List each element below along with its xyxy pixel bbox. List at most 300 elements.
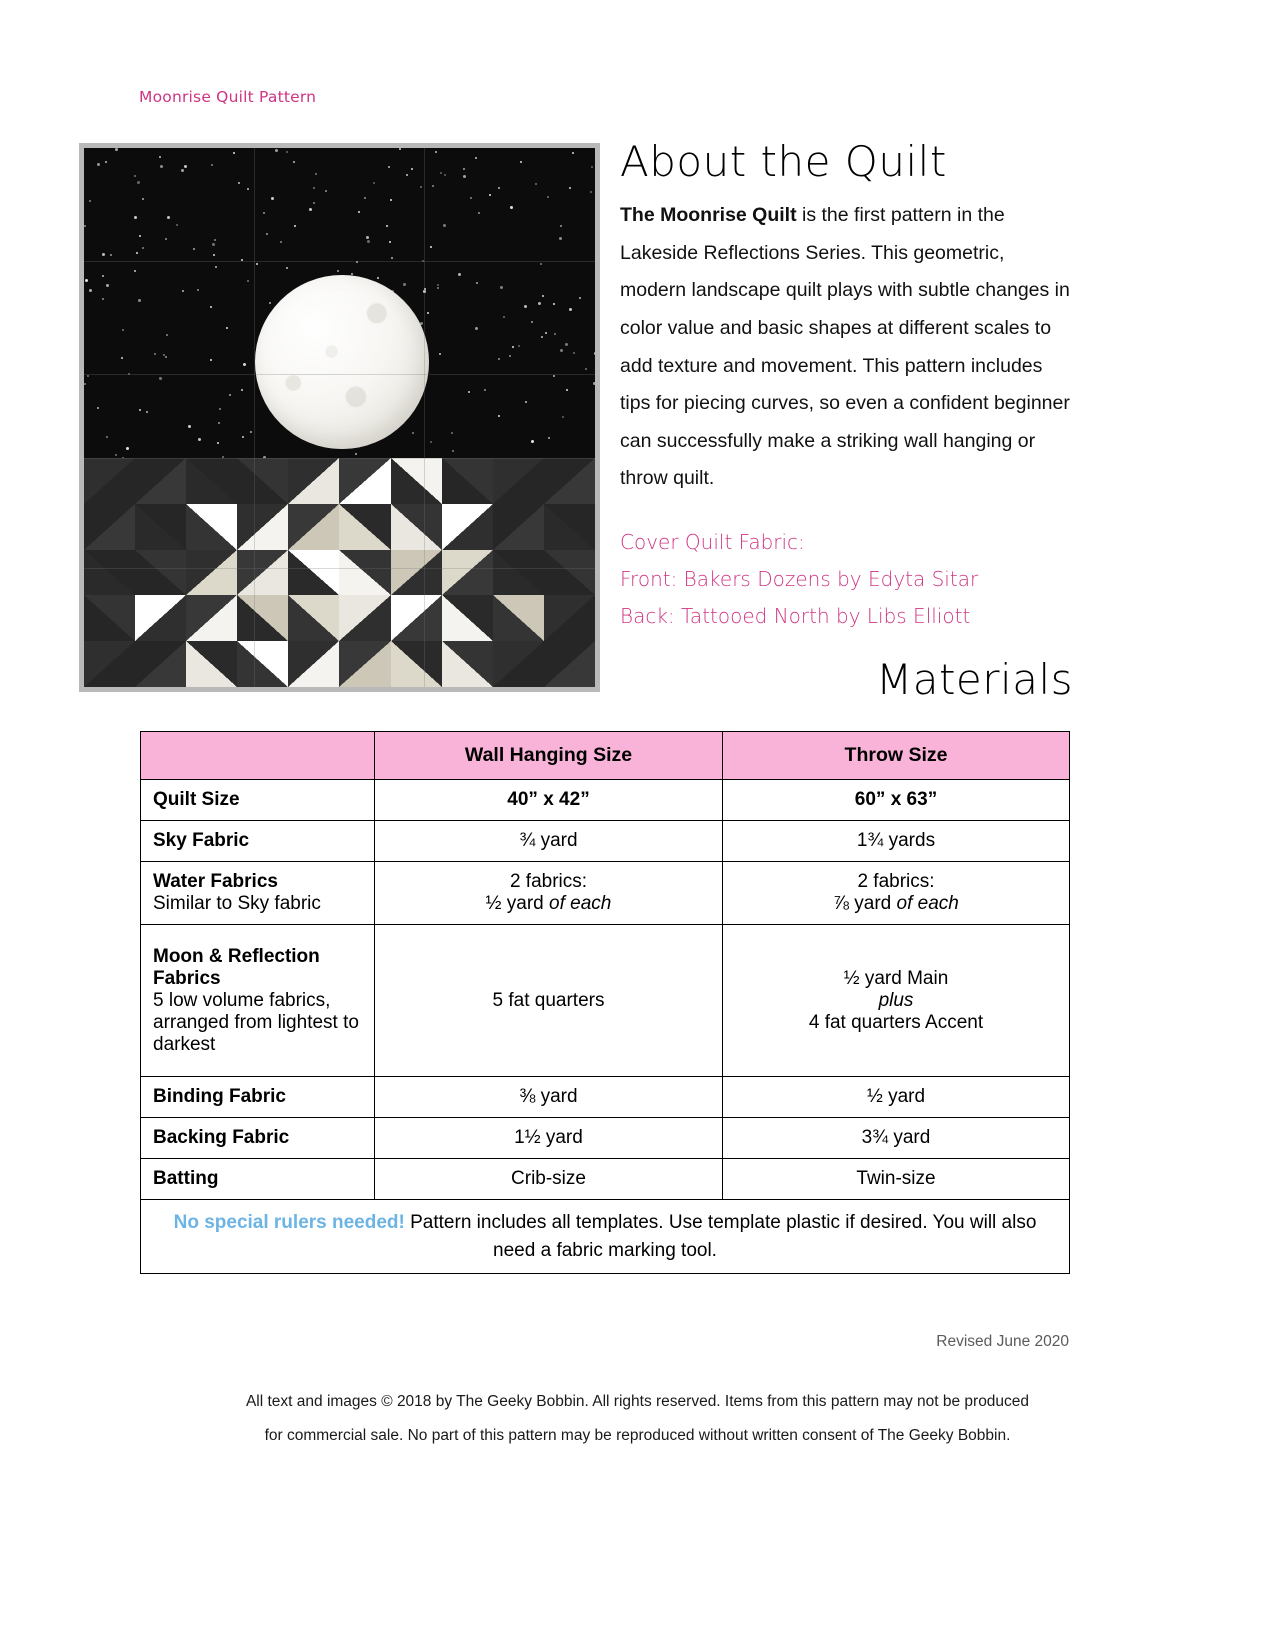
star-dot: [110, 254, 112, 256]
star-dot: [102, 298, 104, 300]
star-dot: [136, 252, 138, 254]
star-dot: [176, 224, 178, 226]
quilt-triangle-block: [544, 641, 595, 687]
star-dot: [166, 334, 168, 336]
star-dot: [498, 187, 500, 189]
star-dot: [531, 440, 534, 443]
star-dot: [590, 191, 592, 193]
star-dot: [242, 436, 244, 438]
star-dot: [470, 197, 472, 199]
quilt-triangle-block: [544, 504, 595, 550]
quilt-triangle-block: [237, 550, 288, 596]
star-dot: [355, 453, 357, 455]
star-dot: [420, 186, 422, 188]
table-row: [141, 780, 1070, 821]
star-dot: [121, 357, 123, 359]
quilt-triangle-block: [135, 550, 186, 596]
cell-line: 4 fat quarters Accent: [808, 1011, 984, 1033]
quilt-seam: [84, 568, 595, 569]
star-dot: [391, 257, 393, 259]
star-dot: [102, 275, 104, 277]
star-dot: [247, 188, 249, 190]
cell-wall-hanging: 5 fat quarters: [375, 925, 723, 1077]
quilt-seam: [84, 458, 595, 459]
quilt-triangle-block: [493, 550, 544, 596]
star-dot: [286, 267, 288, 269]
quilt-triangle-block: [84, 458, 135, 504]
star-dot: [440, 172, 442, 174]
star-dot: [85, 279, 88, 282]
star-dot: [97, 163, 100, 166]
star-dot: [198, 438, 201, 441]
star-dot: [535, 183, 537, 185]
star-dot: [213, 254, 215, 256]
table-row: [141, 1118, 1070, 1159]
star-dot: [489, 194, 491, 196]
star-dot: [241, 389, 243, 391]
star-dot: [452, 450, 454, 452]
star-dot: [500, 286, 503, 289]
quilt-triangle-block: [288, 458, 339, 504]
quilt-seam: [424, 148, 425, 687]
star-dot: [215, 266, 217, 268]
quilt-seam: [254, 148, 255, 687]
star-dot: [498, 358, 500, 360]
star-dot: [105, 161, 107, 163]
col-header-wall-hanging: Wall Hanging Size: [375, 732, 723, 780]
cell-wall-hanging: [375, 862, 723, 925]
about-body-lead: The Moonrise Quilt: [620, 204, 797, 226]
star-dot: [388, 166, 390, 168]
quilt-moon: [255, 275, 429, 449]
quilt-triangle-block: [135, 458, 186, 504]
star-dot: [263, 212, 265, 214]
star-dot: [188, 425, 191, 428]
quilt-triangle-block: [186, 504, 237, 550]
row-label: [141, 821, 375, 862]
star-dot: [325, 190, 327, 192]
star-dot: [294, 225, 296, 227]
quilt-triangle-block: [339, 504, 390, 550]
star-dot: [159, 377, 162, 380]
cell-line: ⅞ yard of each: [833, 893, 959, 914]
col-header-throw: Throw Size: [723, 732, 1070, 780]
star-dot: [559, 237, 562, 240]
quilt-triangle-block: [391, 595, 442, 641]
cover-fabric-front: Front: Bakers Dozens by Edyta Sitar: [620, 567, 979, 591]
star-dot: [106, 284, 109, 287]
cell-wall-hanging: Crib-size: [375, 1159, 723, 1200]
star-dot: [432, 185, 434, 187]
quilt-triangle-block: [442, 595, 493, 641]
quilt-seam: [84, 374, 595, 375]
row-label: [141, 1118, 375, 1159]
star-dot: [569, 308, 572, 311]
star-dot: [475, 157, 477, 159]
star-dot: [542, 295, 544, 297]
col-header-blank: [141, 732, 375, 780]
star-dot: [102, 253, 105, 256]
quilt-triangle-block: [186, 458, 237, 504]
row-label-main: Batting: [153, 1168, 219, 1189]
quilt-triangle-block: [442, 641, 493, 687]
star-dot: [87, 375, 89, 377]
star-dot: [458, 273, 461, 276]
materials-note-rest: Pattern includes all templates. Use template plastic if desired. You will also need a fabric marking tool.: [404, 1212, 1037, 1261]
star-dot: [579, 297, 581, 299]
quilt-triangle-block: [288, 641, 339, 687]
star-dot: [430, 246, 432, 248]
cell-emphasis: of each: [549, 893, 612, 914]
table-row: [141, 821, 1070, 862]
star-dot: [138, 299, 141, 302]
star-dot: [545, 332, 547, 334]
cell-throw: [723, 862, 1070, 925]
copyright-footer: [0, 1385, 1275, 1453]
table-row: [141, 925, 1070, 1077]
star-dot: [373, 182, 375, 184]
star-dot: [229, 394, 231, 396]
star-dot: [403, 283, 406, 286]
star-dot: [89, 200, 91, 202]
cell-throw: 1¾ yards: [723, 821, 1070, 862]
quilt-triangle-block: [237, 641, 288, 687]
star-dot: [122, 329, 124, 331]
star-dot: [476, 282, 478, 284]
star-dot: [509, 355, 511, 357]
star-dot: [84, 225, 86, 227]
star-dot: [269, 302, 271, 304]
star-dot: [181, 169, 184, 172]
quilt-triangle-block: [237, 595, 288, 641]
star-dot: [337, 270, 339, 272]
cover-fabric-block: [620, 524, 1075, 635]
star-dot: [247, 280, 249, 282]
quilt-triangle-block: [493, 595, 544, 641]
star-dot: [280, 241, 282, 243]
star-dot: [427, 312, 429, 314]
cell-wall-hanging: ⅜ yard: [375, 1077, 723, 1118]
row-label-main: Sky Fabric: [153, 830, 250, 851]
star-dot: [430, 441, 432, 443]
cell-line: ½ yard Main: [843, 967, 949, 989]
star-dot: [182, 290, 184, 292]
star-dot: [315, 173, 317, 175]
star-dot: [218, 422, 220, 424]
quilt-triangle-block: [84, 595, 135, 641]
quilt-cover-image: [79, 143, 600, 692]
quilt-triangle-block: [391, 458, 442, 504]
star-dot: [126, 447, 129, 450]
star-dot: [553, 375, 555, 377]
quilt-triangle-block: [135, 595, 186, 641]
quilt-triangle-block: [442, 504, 493, 550]
quilt-triangle-block: [544, 550, 595, 596]
star-dot: [540, 263, 542, 265]
star-dot: [548, 437, 550, 439]
star-dot: [364, 197, 366, 199]
cover-fabric-title: Cover Quilt Fabric:: [620, 530, 805, 554]
cover-fabric-back: Back: Tattooed North by Libs Elliott: [620, 604, 971, 628]
star-dot: [197, 289, 199, 291]
row-label: [141, 1077, 375, 1118]
star-dot: [115, 148, 118, 151]
star-dot: [463, 168, 465, 170]
row-label-main: Moon & Reflection Fabrics: [153, 945, 320, 989]
row-label: [141, 925, 375, 1077]
star-dot: [250, 431, 252, 433]
star-dot: [406, 174, 408, 176]
quilt-triangle-block: [237, 504, 288, 550]
star-dot: [484, 389, 486, 391]
row-label-main: Quilt Size: [153, 789, 240, 810]
star-dot: [451, 432, 453, 434]
star-dot: [84, 383, 86, 385]
cell-throw: 60” x 63”: [723, 780, 1070, 821]
star-dot: [444, 174, 446, 176]
star-dot: [313, 202, 315, 204]
cell-line: ½ yard of each: [485, 893, 612, 914]
star-dot: [293, 161, 295, 163]
materials-table: [140, 731, 1070, 1274]
star-dot: [159, 156, 161, 158]
quilt-canvas: [84, 148, 595, 687]
star-dot: [134, 270, 136, 272]
copyright-line-2: for commercial sale. No part of this pattern may be reproduced without written consent of The Geeky Bobbin.: [264, 1427, 1011, 1445]
star-dot: [547, 196, 549, 198]
star-dot: [377, 277, 379, 279]
star-dot: [256, 263, 258, 265]
quilt-triangle-block: [339, 641, 390, 687]
star-dot: [569, 187, 571, 189]
cell-throw: 3¾ yard: [723, 1118, 1070, 1159]
star-dot: [531, 321, 533, 323]
table-row: [141, 1159, 1070, 1200]
row-label-main: Water Fabrics: [153, 871, 278, 892]
star-dot: [399, 148, 401, 150]
star-dot: [214, 239, 216, 241]
row-label: [141, 1159, 375, 1200]
star-dot: [226, 327, 228, 329]
table-row: [141, 1077, 1070, 1118]
star-dot: [538, 302, 541, 305]
star-dot: [115, 454, 117, 456]
star-dot: [266, 233, 268, 235]
star-dot: [463, 175, 466, 178]
cell-emphasis: of each: [896, 893, 959, 914]
quilt-triangle-block: [442, 550, 493, 596]
star-dot: [309, 208, 312, 211]
row-label-sub: Similar to Sky fabric: [153, 893, 321, 914]
quilt-triangle-block: [544, 458, 595, 504]
table-header-row: [141, 732, 1070, 780]
materials-note-row: [141, 1200, 1070, 1274]
star-dot: [217, 442, 219, 444]
star-dot: [554, 333, 556, 335]
star-dot: [498, 415, 500, 417]
star-dot: [412, 432, 414, 434]
quilt-triangle-block: [442, 458, 493, 504]
row-label-main: Backing Fabric: [153, 1127, 290, 1148]
quilt-triangle-block: [493, 641, 544, 687]
materials-note: [141, 1200, 1070, 1274]
star-dot: [193, 248, 195, 250]
star-dot: [435, 151, 437, 153]
star-dot: [134, 175, 136, 177]
star-dot: [475, 327, 478, 330]
star-dot: [390, 199, 392, 201]
star-dot: [518, 345, 520, 347]
star-dot: [593, 382, 595, 385]
star-dot: [443, 224, 446, 227]
quilt-triangle-block: [84, 504, 135, 550]
quilt-triangle-block: [186, 550, 237, 596]
star-dot: [238, 182, 240, 184]
materials-note-highlight: No special rulers needed!: [173, 1212, 405, 1233]
star-dot: [572, 152, 574, 154]
star-dot: [313, 187, 315, 189]
quilt-triangle-block: [288, 504, 339, 550]
star-dot: [243, 363, 246, 366]
star-dot: [167, 216, 170, 219]
star-dot: [565, 343, 568, 346]
materials-heading: Materials: [875, 655, 1073, 704]
row-label-main: Binding Fabric: [153, 1086, 286, 1107]
cell-wall-hanging: ¾ yard: [375, 821, 723, 862]
star-dot: [275, 149, 278, 152]
quilt-triangle-block: [135, 641, 186, 687]
quilt-triangle-block: [391, 504, 442, 550]
quilt-triangle-block: [493, 504, 544, 550]
star-dot: [553, 303, 555, 305]
star-dot: [160, 165, 163, 168]
quilt-triangle-block: [339, 458, 390, 504]
star-dot: [165, 238, 167, 240]
star-dot: [210, 359, 212, 361]
star-dot: [510, 206, 513, 209]
star-dot: [184, 165, 187, 168]
quilt-water: [84, 458, 595, 687]
star-dot: [366, 236, 369, 239]
quilt-triangle-block: [135, 504, 186, 550]
star-dot: [389, 241, 391, 243]
star-dot: [591, 166, 593, 168]
quilt-triangle-block: [84, 641, 135, 687]
quilt-triangle-block: [339, 550, 390, 596]
about-heading: About the Quilt: [620, 137, 947, 186]
row-label: [141, 862, 375, 925]
star-dot: [386, 225, 388, 227]
cell-throw: Twin-size: [723, 1159, 1070, 1200]
star-dot: [142, 198, 144, 200]
cell-line: 2 fabrics:: [857, 871, 935, 892]
star-dot: [233, 152, 235, 154]
star-dot: [562, 416, 564, 418]
star-dot: [560, 349, 563, 352]
star-dot: [503, 316, 505, 318]
star-dot: [468, 391, 470, 393]
star-dot: [585, 368, 587, 370]
star-dot: [97, 407, 99, 409]
star-dot: [271, 197, 274, 200]
cell-line: 2 fabrics:: [509, 871, 588, 892]
star-dot: [89, 289, 92, 292]
quilt-triangle-block: [391, 641, 442, 687]
star-dot: [137, 181, 140, 184]
quilt-triangle-block: [288, 595, 339, 641]
quilt-triangle-block: [391, 550, 442, 596]
quilt-seam: [84, 261, 595, 262]
star-dot: [411, 168, 413, 170]
star-dot: [541, 336, 543, 338]
cell-wall-hanging: 40” x 42”: [375, 780, 723, 821]
star-dot: [139, 409, 141, 411]
star-dot: [139, 235, 141, 237]
star-dot: [154, 353, 156, 355]
quilt-triangle-block: [186, 595, 237, 641]
copyright-line-1: All text and images © 2018 by The Geeky Bobbin. All rights reserved. Items from this pattern may not be produced: [245, 1393, 1030, 1410]
star-dot: [367, 240, 370, 243]
about-body: [620, 197, 1075, 498]
quilt-triangle-block: [84, 550, 135, 596]
cell-throw: [723, 925, 1070, 1077]
materials-table-head: [141, 732, 1070, 780]
star-dot: [358, 211, 360, 213]
star-dot: [594, 352, 595, 355]
row-label-sub: 5 low volume fabrics, arranged from lightest to darkest: [153, 989, 359, 1055]
star-dot: [573, 352, 575, 354]
star-dot: [146, 411, 148, 413]
star-dot: [286, 151, 288, 153]
star-dot: [134, 216, 137, 219]
star-dot: [219, 408, 221, 410]
cell-emphasis: plus: [878, 989, 914, 1011]
row-label: [141, 780, 375, 821]
star-dot: [512, 346, 514, 348]
star-dot: [165, 356, 167, 358]
cell-wall-hanging: 1½ yard: [375, 1118, 723, 1159]
quilt-triangle-block: [544, 595, 595, 641]
star-dot: [437, 287, 439, 289]
revision-date: Revised June 2020: [936, 1333, 1069, 1350]
star-dot: [560, 225, 562, 227]
quilt-triangle-block: [186, 641, 237, 687]
materials-table-body: [141, 780, 1070, 1274]
quilt-triangle-block: [288, 550, 339, 596]
star-dot: [478, 212, 480, 214]
quilt-triangle-block: [339, 595, 390, 641]
about-body-rest: is the first pattern in the Lakeside Reflections Series. This geometric, modern landscape quilt plays with subtle changes in color value and basic shapes at different scales to add texture and movement. This pattern includes tips for piecing curves, so even a confident beginner can successfully make a striking wall hanging or throw quilt.: [620, 204, 1070, 490]
cell-line: [735, 990, 1057, 1012]
cell-throw: ½ yard: [723, 1077, 1070, 1118]
quilt-triangle-block: [237, 458, 288, 504]
star-dot: [210, 306, 212, 308]
running-header: Moonrise Quilt Pattern: [139, 88, 317, 106]
about-section: [620, 137, 1075, 635]
star-dot: [437, 284, 439, 286]
star-dot: [525, 401, 527, 403]
star-dot: [106, 436, 108, 438]
star-dot: [520, 161, 522, 163]
star-dot: [211, 164, 213, 166]
star-dot: [524, 305, 527, 308]
star-dot: [566, 389, 568, 391]
star-dot: [142, 247, 144, 249]
star-dot: [212, 243, 215, 246]
star-dot: [439, 353, 441, 355]
table-row: [141, 862, 1070, 925]
quilt-triangle-block: [493, 458, 544, 504]
